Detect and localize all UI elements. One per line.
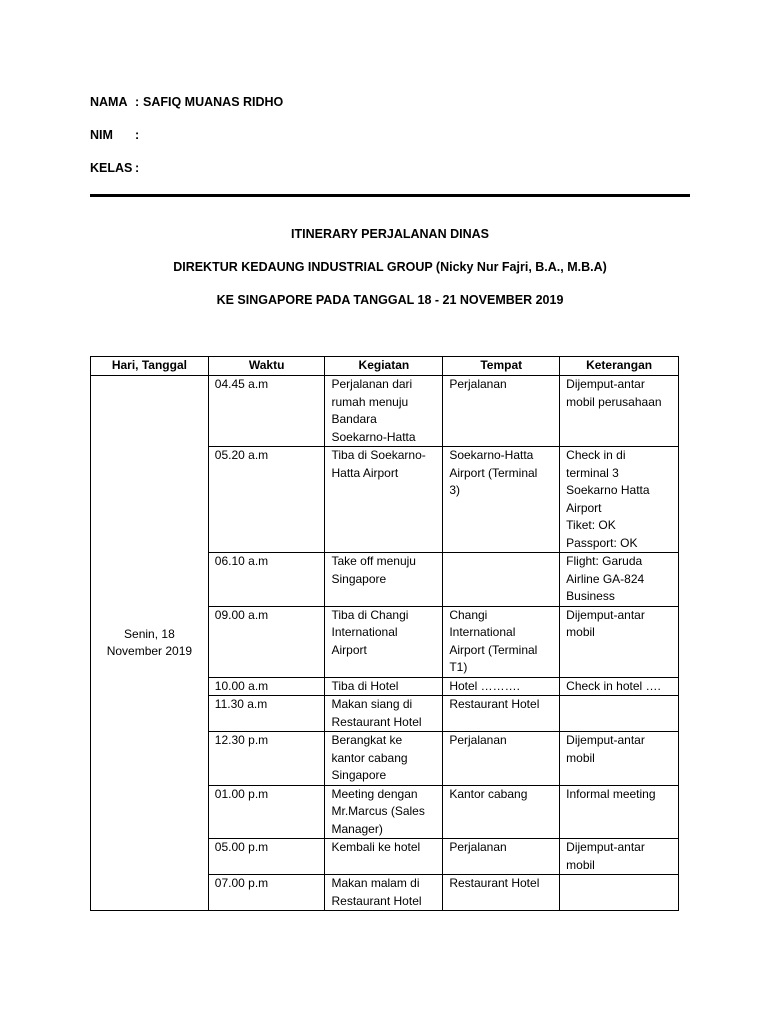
header-tempat: Tempat bbox=[443, 357, 560, 376]
nim-field bbox=[90, 127, 143, 143]
date-cell bbox=[91, 376, 209, 911]
place-cell-line: Perjalanan bbox=[449, 733, 507, 747]
place-cell bbox=[443, 447, 560, 553]
activity-cell bbox=[325, 553, 443, 607]
nama-value: SAFIQ MUANAS RIDHO bbox=[143, 95, 284, 109]
activity-cell-line: Tiba di Hotel bbox=[331, 678, 399, 693]
time-cell: 11.30 a.m bbox=[208, 696, 325, 732]
note-cell-line: Informal meeting bbox=[566, 786, 656, 801]
activity-cell-line: Soekarno-Hatta bbox=[331, 429, 416, 444]
note-cell bbox=[560, 732, 679, 786]
table-row bbox=[91, 376, 679, 447]
note-cell bbox=[560, 677, 679, 696]
time-cell: 06.10 a.m bbox=[208, 553, 325, 607]
note-cell-line: Dijemput-antar bbox=[566, 733, 645, 747]
activity-cell-line: Meeting dengan bbox=[331, 786, 418, 801]
place-cell-line: Perjalanan bbox=[449, 840, 507, 854]
date-line: Senin, 18 bbox=[124, 626, 175, 641]
activity-cell-line: Hatta Airport bbox=[331, 465, 399, 480]
time-cell: 12.30 p.m bbox=[208, 732, 325, 786]
place-cell bbox=[443, 785, 560, 839]
document-subtitle: DIREKTUR KEDAUNG INDUSTRIAL GROUP (Nicky Nur Fajri, B.A., M.B.A) bbox=[173, 260, 607, 274]
activity-cell-line: Makan siang di bbox=[331, 697, 413, 711]
place-cell-line: 3) bbox=[449, 483, 460, 497]
activity-cell-line: Kembali ke hotel bbox=[331, 840, 421, 854]
nim-label: NIM bbox=[90, 128, 113, 142]
place-cell-line: Airport (Terminal bbox=[449, 465, 538, 480]
activity-cell-line: Manager) bbox=[331, 821, 383, 836]
activity-cell bbox=[325, 606, 443, 677]
note-cell bbox=[560, 376, 679, 447]
activity-cell-line: Tiba di Changi bbox=[331, 607, 409, 622]
note-cell-line: Dijemput-antar bbox=[566, 377, 645, 391]
activity-cell-line: Bandara bbox=[331, 412, 377, 426]
activity-cell-line: Take off menuju bbox=[331, 554, 416, 568]
activity-cell-line: Makan malam di bbox=[331, 876, 420, 890]
note-cell-line: Dijemput-antar bbox=[566, 607, 645, 622]
place-cell bbox=[443, 376, 560, 447]
activity-cell bbox=[325, 875, 443, 911]
place-cell-line: Airport (Terminal bbox=[449, 642, 538, 657]
place-cell bbox=[443, 732, 560, 786]
note-cell-line: mobil perusahaan bbox=[566, 394, 662, 409]
nama-colon: : bbox=[135, 95, 140, 109]
note-cell-line: Passport: OK bbox=[566, 535, 638, 550]
activity-cell bbox=[325, 839, 443, 875]
activity-cell-line: Singapore bbox=[331, 571, 387, 586]
place-cell bbox=[443, 875, 560, 911]
activity-cell bbox=[325, 447, 443, 553]
place-cell-line: Soekarno-Hatta bbox=[449, 448, 534, 462]
note-cell bbox=[560, 553, 679, 607]
itinerary-table bbox=[90, 356, 679, 911]
activity-cell-line: kantor cabang bbox=[331, 750, 408, 765]
header-kegiatan: Kegiatan bbox=[325, 357, 443, 376]
activity-cell-line: Berangkat ke bbox=[331, 733, 403, 747]
note-cell bbox=[560, 875, 679, 911]
place-cell-line: Changi bbox=[449, 607, 488, 622]
time-cell: 09.00 a.m bbox=[208, 606, 325, 677]
note-cell-line: Check in di bbox=[566, 448, 626, 462]
header-divider bbox=[90, 194, 690, 197]
place-cell bbox=[443, 696, 560, 732]
note-cell-line: Flight: Garuda bbox=[566, 554, 643, 568]
note-cell-line: mobil bbox=[566, 750, 595, 765]
note-cell bbox=[560, 839, 679, 875]
activity-cell-line: Restaurant Hotel bbox=[331, 893, 422, 908]
kelas-label: KELAS bbox=[90, 161, 133, 175]
activity-cell-line: Perjalanan dari bbox=[331, 377, 413, 391]
activity-cell-line: rumah menuju bbox=[331, 394, 409, 409]
note-cell-line: mobil bbox=[566, 857, 595, 872]
kelas-colon: : bbox=[135, 161, 140, 175]
note-cell-line: Business bbox=[566, 589, 615, 603]
place-cell bbox=[443, 677, 560, 696]
note-cell-line: Airline GA-824 bbox=[566, 571, 645, 586]
note-cell-line: Airport bbox=[566, 500, 602, 515]
activity-cell-line: Tiba di Soekarno- bbox=[331, 448, 426, 462]
nama-label: NAMA bbox=[90, 95, 128, 109]
note-cell-line: Soekarno Hatta bbox=[566, 483, 650, 497]
note-cell bbox=[560, 696, 679, 732]
time-cell: 05.00 p.m bbox=[208, 839, 325, 875]
activity-cell-line: Singapore bbox=[331, 768, 387, 782]
place-cell bbox=[443, 606, 560, 677]
place-cell-line: Kantor cabang bbox=[449, 786, 528, 801]
activity-cell bbox=[325, 677, 443, 696]
time-cell: 07.00 p.m bbox=[208, 875, 325, 911]
place-cell-line: Restaurant Hotel bbox=[449, 697, 540, 711]
time-cell: 01.00 p.m bbox=[208, 785, 325, 839]
document-title: ITINERARY PERJALANAN DINAS bbox=[291, 227, 489, 241]
note-cell bbox=[560, 447, 679, 553]
activity-cell-line: Mr.Marcus (Sales bbox=[331, 804, 425, 818]
time-cell: 05.20 a.m bbox=[208, 447, 325, 553]
header-waktu: Waktu bbox=[208, 357, 325, 376]
date-line: November 2019 bbox=[106, 644, 193, 658]
activity-cell bbox=[325, 376, 443, 447]
activity-cell-line: Restaurant Hotel bbox=[331, 714, 422, 729]
activity-cell bbox=[325, 732, 443, 786]
place-cell-line: International bbox=[449, 625, 516, 639]
activity-cell bbox=[325, 785, 443, 839]
note-cell bbox=[560, 785, 679, 839]
activity-cell bbox=[325, 696, 443, 732]
activity-cell-line: Airport bbox=[331, 642, 367, 657]
place-cell-line: Restaurant Hotel bbox=[449, 876, 540, 890]
place-cell-line: Perjalanan bbox=[449, 377, 507, 391]
note-cell-line: terminal 3 bbox=[566, 465, 619, 480]
time-cell: 10.00 a.m bbox=[208, 677, 325, 696]
header-hari-tanggal: Hari, Tanggal bbox=[91, 357, 209, 376]
nama-field bbox=[90, 94, 283, 110]
header-keterangan: Keterangan bbox=[560, 357, 679, 376]
place-cell-line: T1) bbox=[449, 660, 468, 674]
note-cell-line: Check in hotel …. bbox=[566, 678, 661, 693]
kelas-field bbox=[90, 160, 143, 176]
note-cell-line: Dijemput-antar bbox=[566, 840, 645, 854]
table-body bbox=[91, 376, 679, 911]
note-cell-line: Tiket: OK bbox=[566, 518, 616, 532]
place-cell-line: Hotel ………. bbox=[449, 678, 520, 693]
time-cell: 04.45 a.m bbox=[208, 376, 325, 447]
activity-cell-line: International bbox=[331, 625, 398, 639]
note-cell-line: mobil bbox=[566, 625, 595, 639]
nim-colon: : bbox=[135, 128, 140, 142]
note-cell bbox=[560, 606, 679, 677]
place-cell bbox=[443, 553, 560, 607]
document-destination: KE SINGAPORE PADA TANGGAL 18 - 21 NOVEMBER 2019 bbox=[216, 293, 564, 307]
table-header-row bbox=[91, 357, 679, 376]
place-cell bbox=[443, 839, 560, 875]
